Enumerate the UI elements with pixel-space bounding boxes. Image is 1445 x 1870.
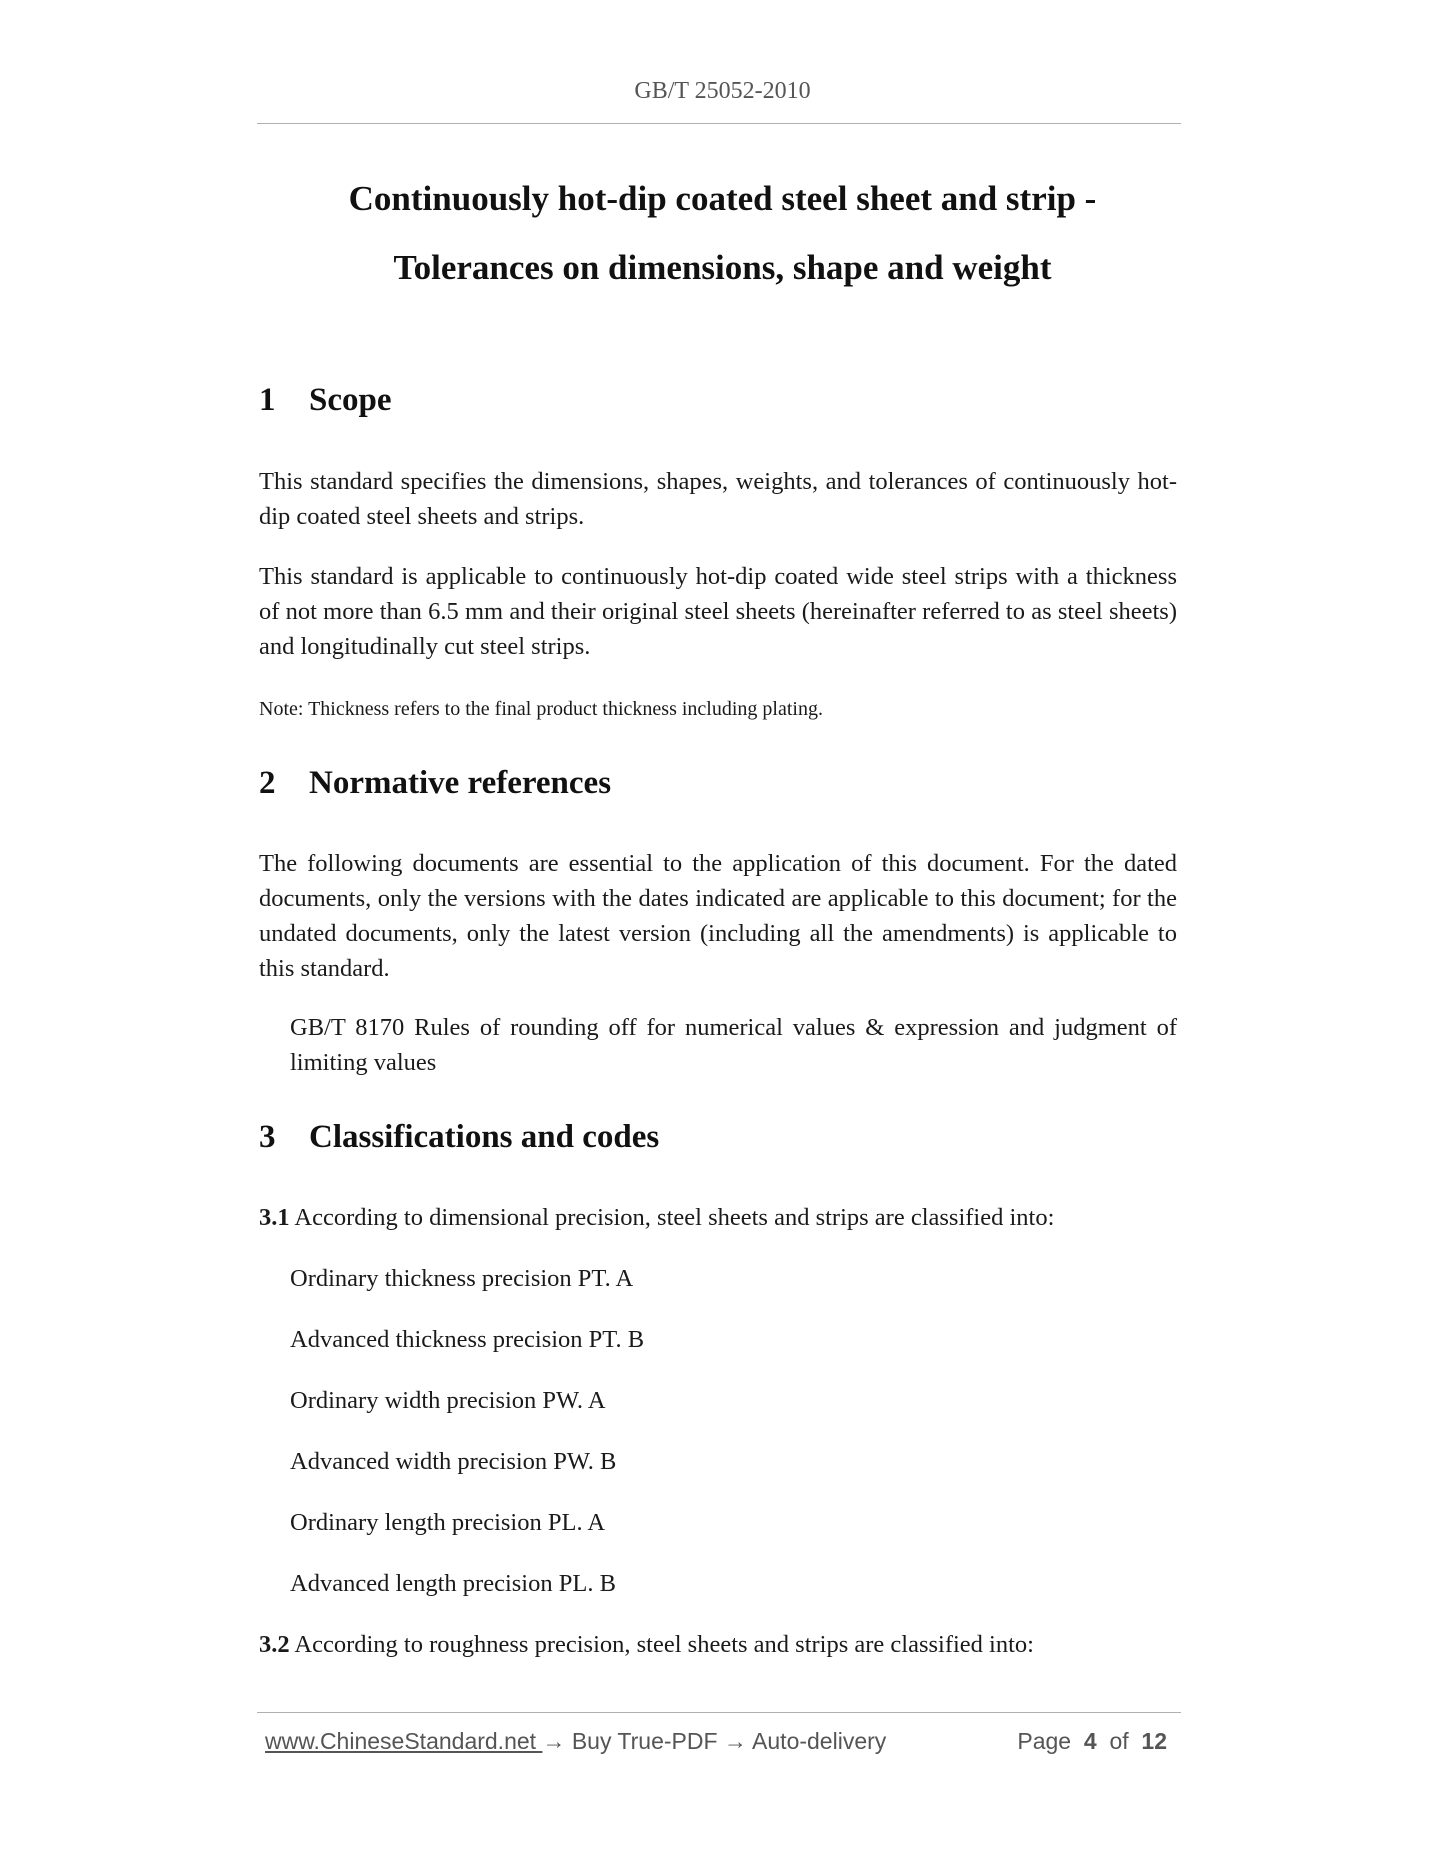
footer-promo-text: → Buy True-PDF → Auto-delivery (542, 1728, 887, 1754)
reference-item: GB/T 8170 Rules of rounding off for numerical values & expression and judgment of limiting values (290, 1014, 1177, 1076)
footer-promo (265, 1728, 886, 1755)
footer-divider (257, 1712, 1181, 1713)
list-item: Ordinary width precision PW. A (290, 1387, 606, 1414)
document-title-line-2: Tolerances on dimensions, shape and weight (393, 248, 1052, 287)
section-number: 3 (259, 1119, 276, 1155)
clause-text: According to dimensional precision, steel sheets and strips are classified into: (289, 1204, 1055, 1231)
of-label: of (1109, 1728, 1129, 1754)
section-heading-scope (259, 382, 392, 419)
current-page-number: 4 (1083, 1728, 1097, 1754)
scope-paragraph-1: This standard specifies the dimensions, shapes, weights, and tolerances of continuously hot-dip coated steel sheets and strips. (259, 468, 1177, 530)
section-title: Classifications and codes (309, 1119, 660, 1155)
website-link[interactable]: www.ChineseStandard.net (265, 1728, 543, 1754)
list-item: Advanced thickness precision PT. B (290, 1326, 645, 1353)
header-divider (257, 123, 1181, 124)
list-item: Ordinary thickness precision PT. A (290, 1265, 634, 1292)
section-number: 2 (259, 765, 276, 801)
clause-3-1 (259, 1200, 1054, 1235)
document-title-line-1: Continuously hot-dip coated steel sheet and strip - (348, 179, 1097, 218)
clause-3-2 (259, 1627, 1034, 1662)
scope-note: Note: Thickness refers to the final product thickness including plating. (259, 698, 823, 720)
section-heading-classifications (259, 1119, 659, 1156)
section-heading-normative-references (259, 765, 611, 802)
clause-text: According to roughness precision, steel sheets and strips are classified into: (289, 1631, 1034, 1658)
scope-paragraph-2: This standard is applicable to continuously hot-dip coated wide steel strips with a thickness of not more than 6.5 mm and their original steel sheets (hereinafter referred to as steel sheets) and longitudinally cut steel strips. (259, 563, 1177, 660)
section-title: Scope (309, 382, 392, 418)
page-label: Page (1017, 1728, 1072, 1754)
section-title: Normative references (309, 765, 612, 801)
page-footer (265, 1728, 1177, 1764)
clause-number: 3.1 (259, 1204, 290, 1231)
list-item: Ordinary length precision PL. A (290, 1509, 606, 1536)
page-indicator (1017, 1728, 1167, 1755)
references-paragraph: The following documents are essential to the application of this document. For the dated documents, only the versions with the dates indicated are applicable to this document; for the undated documents, only the latest version (including all the amendments) is applicable to this standard. (259, 850, 1177, 982)
total-pages: 12 (1141, 1728, 1167, 1754)
section-number: 1 (259, 382, 276, 418)
header-standard-code: GB/T 25052-2010 (634, 78, 811, 104)
list-item: Advanced length precision PL. B (290, 1570, 616, 1597)
list-item: Advanced width precision PW. B (290, 1448, 617, 1475)
clause-number: 3.2 (259, 1631, 290, 1658)
